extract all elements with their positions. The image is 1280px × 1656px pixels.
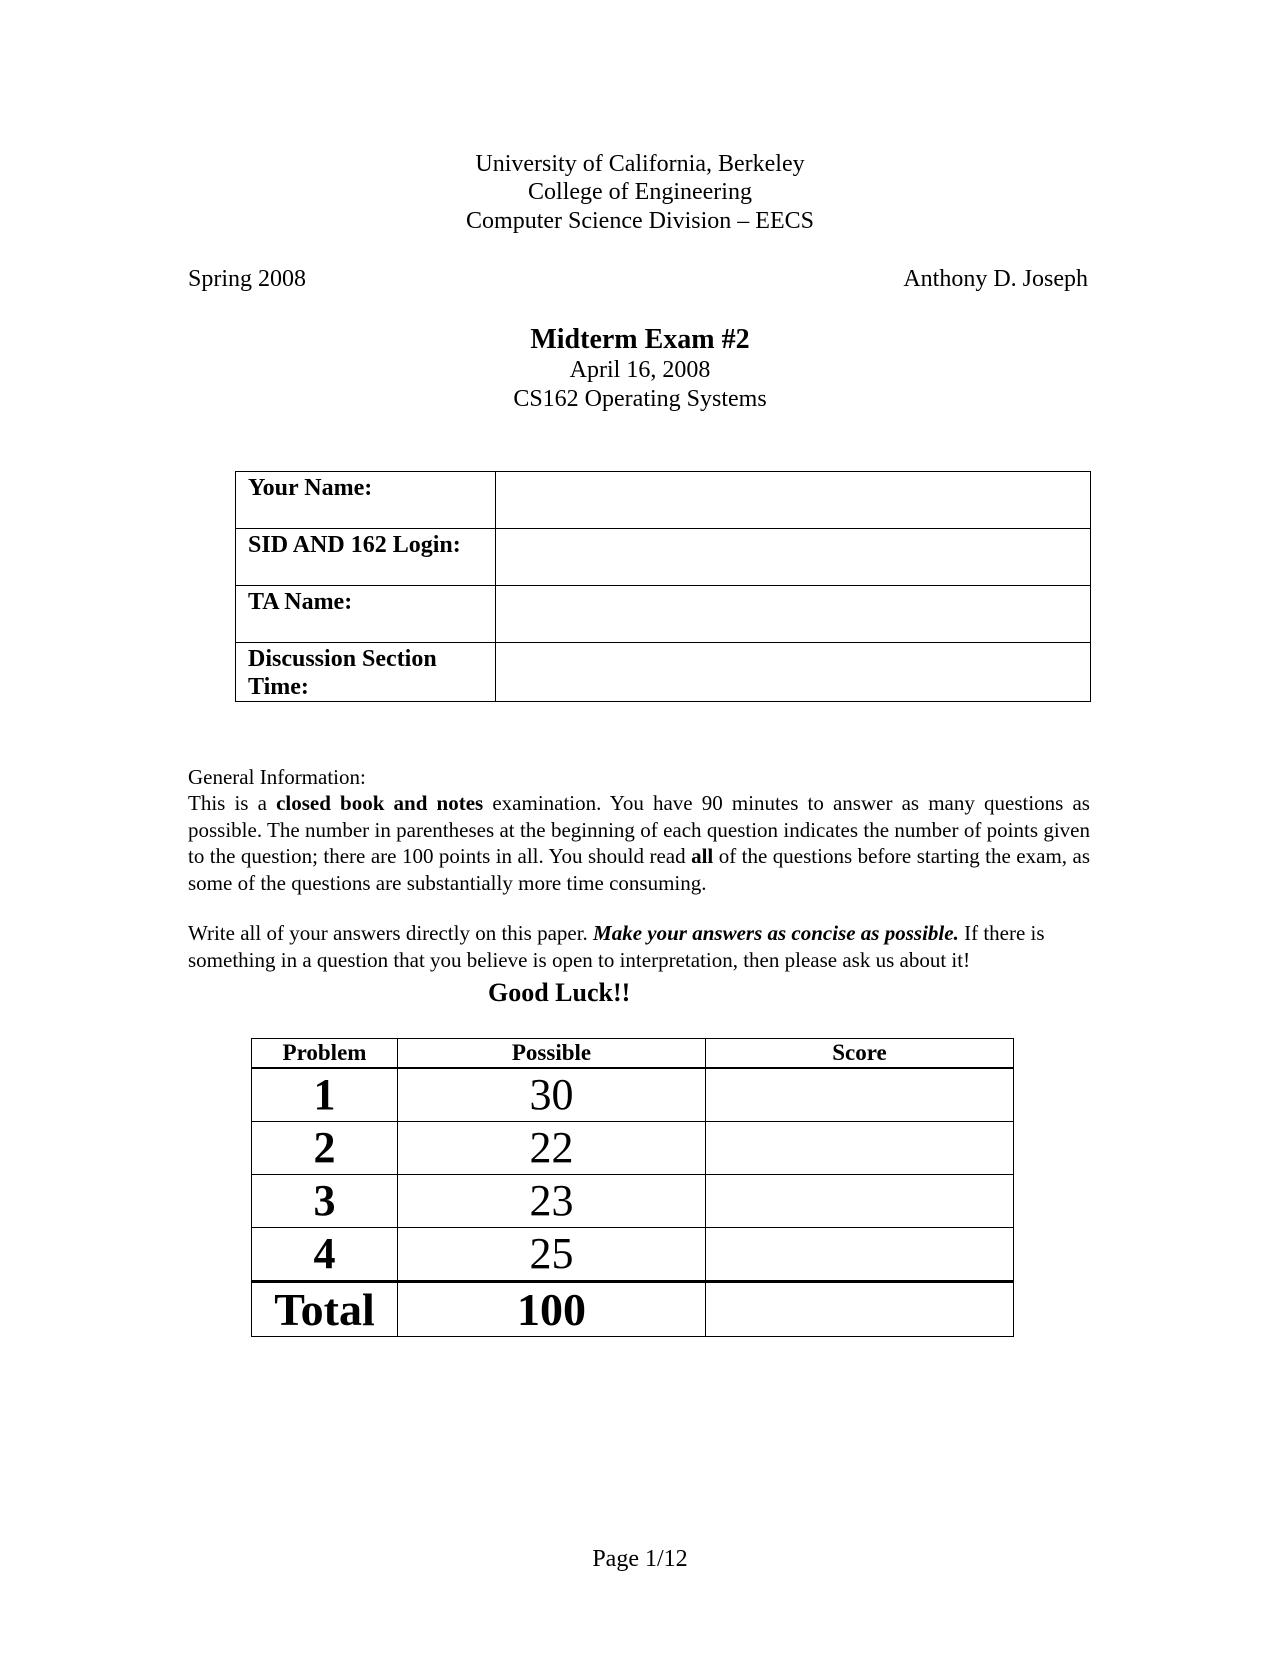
instructions-emphasis: Make your answers as concise as possible.: [593, 921, 959, 945]
score-cell[interactable]: [706, 1228, 1014, 1282]
name-label: [236, 472, 496, 529]
total-possible: 100: [398, 1282, 706, 1337]
score-cell[interactable]: [706, 1122, 1014, 1175]
possible-points: 23: [398, 1175, 706, 1228]
score-header-row: [252, 1039, 1014, 1069]
section-label: [236, 643, 496, 702]
possible-points: 22: [398, 1122, 706, 1175]
section-field[interactable]: [496, 643, 1091, 702]
good-luck-text: Good Luck!!: [488, 978, 631, 1007]
total-label: Total: [252, 1282, 398, 1337]
instructions-text-1: Write all of your answers directly on this paper.: [188, 921, 594, 945]
info-row-ta: [236, 586, 1091, 643]
possible-points: 30: [398, 1068, 706, 1122]
header-possible: Possible: [398, 1039, 706, 1069]
problem-number: 1: [252, 1068, 398, 1122]
name-field[interactable]: [496, 472, 1091, 529]
problem-number: 4: [252, 1228, 398, 1282]
sid-label-text: SID AND 162 Login:: [248, 532, 461, 558]
table-row: [252, 1228, 1014, 1282]
header-problem: Problem: [252, 1039, 398, 1069]
header-score: Score: [706, 1039, 1014, 1069]
general-info-paragraph: [188, 790, 1090, 896]
answer-instructions: [188, 920, 1128, 973]
info-row-sid: [236, 529, 1091, 586]
instructor-name: Anthony D. Joseph: [903, 266, 1088, 292]
total-score-cell[interactable]: [706, 1282, 1014, 1337]
ta-field[interactable]: [496, 586, 1091, 643]
exam-title: Midterm Exam #2: [530, 324, 750, 355]
student-info-table: [235, 471, 1091, 702]
name-label-text: Your Name:: [248, 475, 373, 501]
course-name: CS162 Operating Systems: [513, 386, 767, 412]
section-label-line2: Time:: [248, 674, 309, 700]
score-cell[interactable]: [706, 1068, 1014, 1122]
sid-field[interactable]: [496, 529, 1091, 586]
term-label: Spring 2008: [188, 266, 307, 292]
problem-number: 3: [252, 1175, 398, 1228]
info-bold-all: all: [691, 844, 714, 868]
ta-label-text: TA Name:: [248, 589, 353, 615]
score-table: [251, 1038, 1014, 1337]
total-row: [252, 1282, 1014, 1337]
table-row: [252, 1175, 1014, 1228]
info-bold-closed-book: closed book and notes: [276, 791, 484, 815]
exam-date: April 16, 2008: [569, 357, 711, 383]
ta-label: [236, 586, 496, 643]
college-name: College of Engineering: [528, 179, 752, 205]
instructions-text-2: If there is something in a question that you believe is open to interpretation, then please ask us about it!: [188, 921, 1045, 972]
problem-number: 2: [252, 1122, 398, 1175]
info-text-3: of the questions before starting the exam, as some of the questions are substantially more time consuming.: [188, 844, 1090, 895]
page-number: Page 1/12: [592, 1546, 688, 1572]
sid-label: [236, 529, 496, 586]
info-row-name: [236, 472, 1091, 529]
score-cell[interactable]: [706, 1175, 1014, 1228]
table-row: [252, 1068, 1014, 1122]
division-name: Computer Science Division – EECS: [466, 208, 814, 234]
institution-name: University of California, Berkeley: [475, 151, 805, 177]
info-text-2: examination. You have 90 minutes to answer as many questions as possible. The number in parentheses at the beginning of each question indicates the number of points given to the question; there are 100 points in all. You should read: [188, 791, 1090, 868]
info-text-1: This is a: [188, 791, 277, 815]
section-label-line1: Discussion Section: [248, 646, 437, 672]
info-row-section: [236, 643, 1091, 702]
possible-points: 25: [398, 1228, 706, 1282]
table-row: [252, 1122, 1014, 1175]
general-info-heading: General Information:: [188, 765, 366, 789]
